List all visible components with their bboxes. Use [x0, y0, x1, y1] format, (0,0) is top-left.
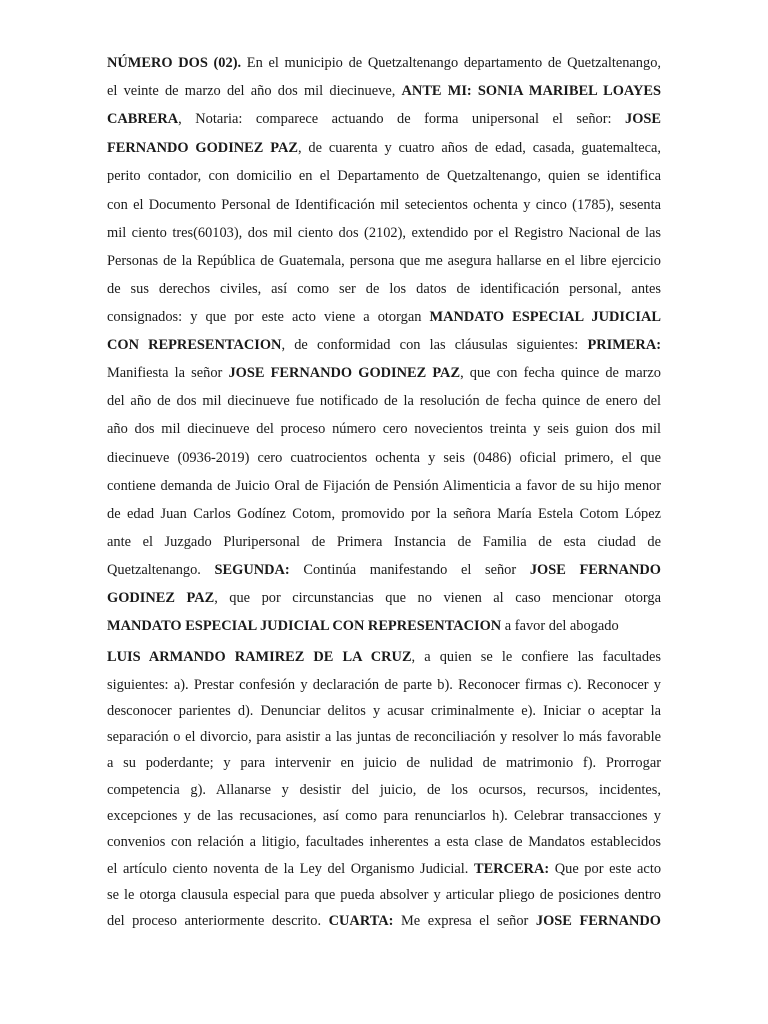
body-text: , que por circunstancias que no vienen al caso mencionar otorga	[214, 590, 661, 606]
bold-text: GODINEZ PAZ	[107, 590, 215, 606]
body-text: Manifiesta la señor	[107, 365, 229, 381]
body-text: , que con fecha quince de marzo	[460, 365, 661, 381]
document-line	[107, 588, 661, 608]
body-text: mil ciento tres(60103), dos mil ciento dos (2102), extendido por el Registro Nacional de las	[107, 225, 661, 241]
body-text: se le otorga clausula especial para que pueda absolver y articular pliego de posiciones dentro	[107, 887, 661, 903]
document-line	[107, 806, 661, 826]
document-line	[107, 753, 661, 773]
body-text: Continúa manifestando el señor	[289, 562, 530, 578]
body-text: a favor del abogado	[501, 618, 619, 634]
document-line	[107, 335, 661, 355]
document-line	[107, 195, 661, 215]
document-line	[107, 647, 661, 667]
body-text: del proceso anteriormente descrito.	[107, 913, 329, 929]
body-text: año dos mil diecinueve del proceso número cero novecientos treinta y seis guion dos mil	[107, 421, 661, 437]
document-line	[107, 223, 661, 243]
bold-text: CABRERA	[107, 111, 179, 127]
bold-text: MANDATO ESPECIAL JUDICIAL CON REPRESENTACION	[107, 618, 502, 634]
document-line	[107, 109, 661, 129]
document-line	[107, 391, 661, 411]
bold-text: JOSE FERNANDO	[529, 562, 661, 578]
bold-text: MANDATO ESPECIAL JUDICIAL	[429, 309, 661, 325]
body-text: , de conformidad con las cláusulas siguientes:	[281, 337, 588, 353]
body-text: convenios con relación a litigio, facultades inherentes a esta clase de Mandatos establecidos	[107, 834, 661, 850]
body-text: En el municipio de Quetzaltenango departamento de Quetzaltenango,	[241, 55, 661, 71]
body-text: , Notaria: comparece actuando de forma unipersonal el señor:	[178, 111, 625, 127]
body-text: diecinueve (0936-2019) cero cuatrocientos ochenta y seis (0486) oficial primero, el que	[107, 450, 661, 466]
body-text: Personas de la República de Guatemala, persona que me asegura hallarse en el libre ejercicio	[107, 253, 661, 269]
body-text: competencia g). Allanarse y desistir del juicio, de los ocursos, recursos, incidentes,	[107, 782, 661, 798]
bold-text: PRIMERA:	[587, 337, 662, 353]
bold-text: JOSE FERNANDO	[535, 913, 662, 929]
document-line	[107, 727, 661, 747]
document-line	[107, 701, 661, 721]
document-line	[107, 560, 661, 580]
bold-text: ANTE MI: SONIA MARIBEL LOAYES	[401, 83, 661, 99]
document-line	[107, 911, 661, 931]
document-line	[107, 504, 661, 524]
body-text: contiene demanda de Juicio Oral de Fijación de Pensión Alimenticia a favor de su hijo menor	[107, 478, 661, 494]
bold-text: SEGUNDA:	[214, 562, 290, 578]
body-text: siguientes: a). Prestar confesión y declaración de parte b). Reconocer firmas c). Reconocer y	[107, 677, 661, 693]
document-line	[107, 307, 661, 327]
document-line	[107, 448, 661, 468]
body-text: excepciones y de las recusaciones, así como para renunciarlos h). Celebrar transacciones y	[107, 808, 661, 824]
body-text: , de cuarenta y cuatro años de edad, casada, guatemalteca,	[297, 140, 662, 156]
body-text: Quetzaltenango.	[107, 562, 215, 578]
body-text: de sus derechos civiles, así como ser de los datos de identificación personal, antes	[107, 281, 661, 297]
document-line	[107, 363, 661, 383]
body-text: Me expresa el señor	[393, 913, 536, 929]
body-text: con el Documento Personal de Identificación mil setecientos ochenta y cinco (1785), sesenta	[107, 197, 661, 213]
document-line	[107, 885, 661, 905]
document-line	[107, 279, 661, 299]
body-text: Que por este acto	[549, 861, 662, 877]
document-line	[107, 616, 661, 636]
document-line	[107, 780, 661, 800]
body-text: ante el Juzgado Pluripersonal de Primera Instancia de Familia de esta ciudad de	[107, 534, 661, 550]
body-text: el artículo ciento noventa de la Ley del Organismo Judicial.	[107, 861, 474, 877]
body-text: , a quien se le confiere las facultades	[411, 649, 661, 665]
document-line	[107, 832, 661, 852]
bold-text: JOSE	[625, 111, 661, 127]
body-text: separación o el divorcio, para asistir a las juntas de reconciliación y resolver lo más favorable	[107, 729, 661, 745]
body-text: del año de dos mil diecinueve fue notificado de la resolución de fecha quince de enero del	[107, 393, 661, 409]
body-text: desconocer parientes d). Denunciar delitos y acusar criminalmente e). Iniciar o aceptar la	[107, 703, 661, 719]
bold-text: JOSE FERNANDO GODINEZ PAZ	[228, 365, 461, 381]
bold-text: CUARTA:	[328, 913, 394, 929]
body-text: el veinte de marzo del año dos mil diecinueve,	[107, 83, 402, 99]
document-line	[107, 859, 661, 879]
bold-text: FERNANDO GODINEZ PAZ	[107, 140, 298, 156]
document-line	[107, 138, 661, 158]
bold-text: CON REPRESENTACION	[107, 337, 282, 353]
bold-text: TERCERA:	[473, 861, 550, 877]
bold-text: NÚMERO DOS (02).	[107, 55, 242, 71]
body-text: a su poderdante; y para intervenir en juicio de nulidad de matrimonio f). Prorrogar	[107, 755, 661, 771]
document-line	[107, 166, 661, 186]
document-line	[107, 81, 661, 101]
document-line	[107, 419, 661, 439]
body-text: de edad Juan Carlos Godínez Cotom, promovido por la señora María Estela Cotom López	[107, 506, 661, 522]
document-line	[107, 476, 661, 496]
bold-text: LUIS ARMANDO RAMIREZ DE LA CRUZ	[107, 649, 412, 665]
document-line	[107, 251, 661, 271]
document-line	[107, 675, 661, 695]
body-text: perito contador, con domicilio en el Departamento de Quetzaltenango, quien se identifica	[107, 168, 661, 184]
document-line	[107, 532, 661, 552]
document-line	[107, 53, 661, 73]
body-text: consignados: y que por este acto viene a otorgan	[107, 309, 430, 325]
